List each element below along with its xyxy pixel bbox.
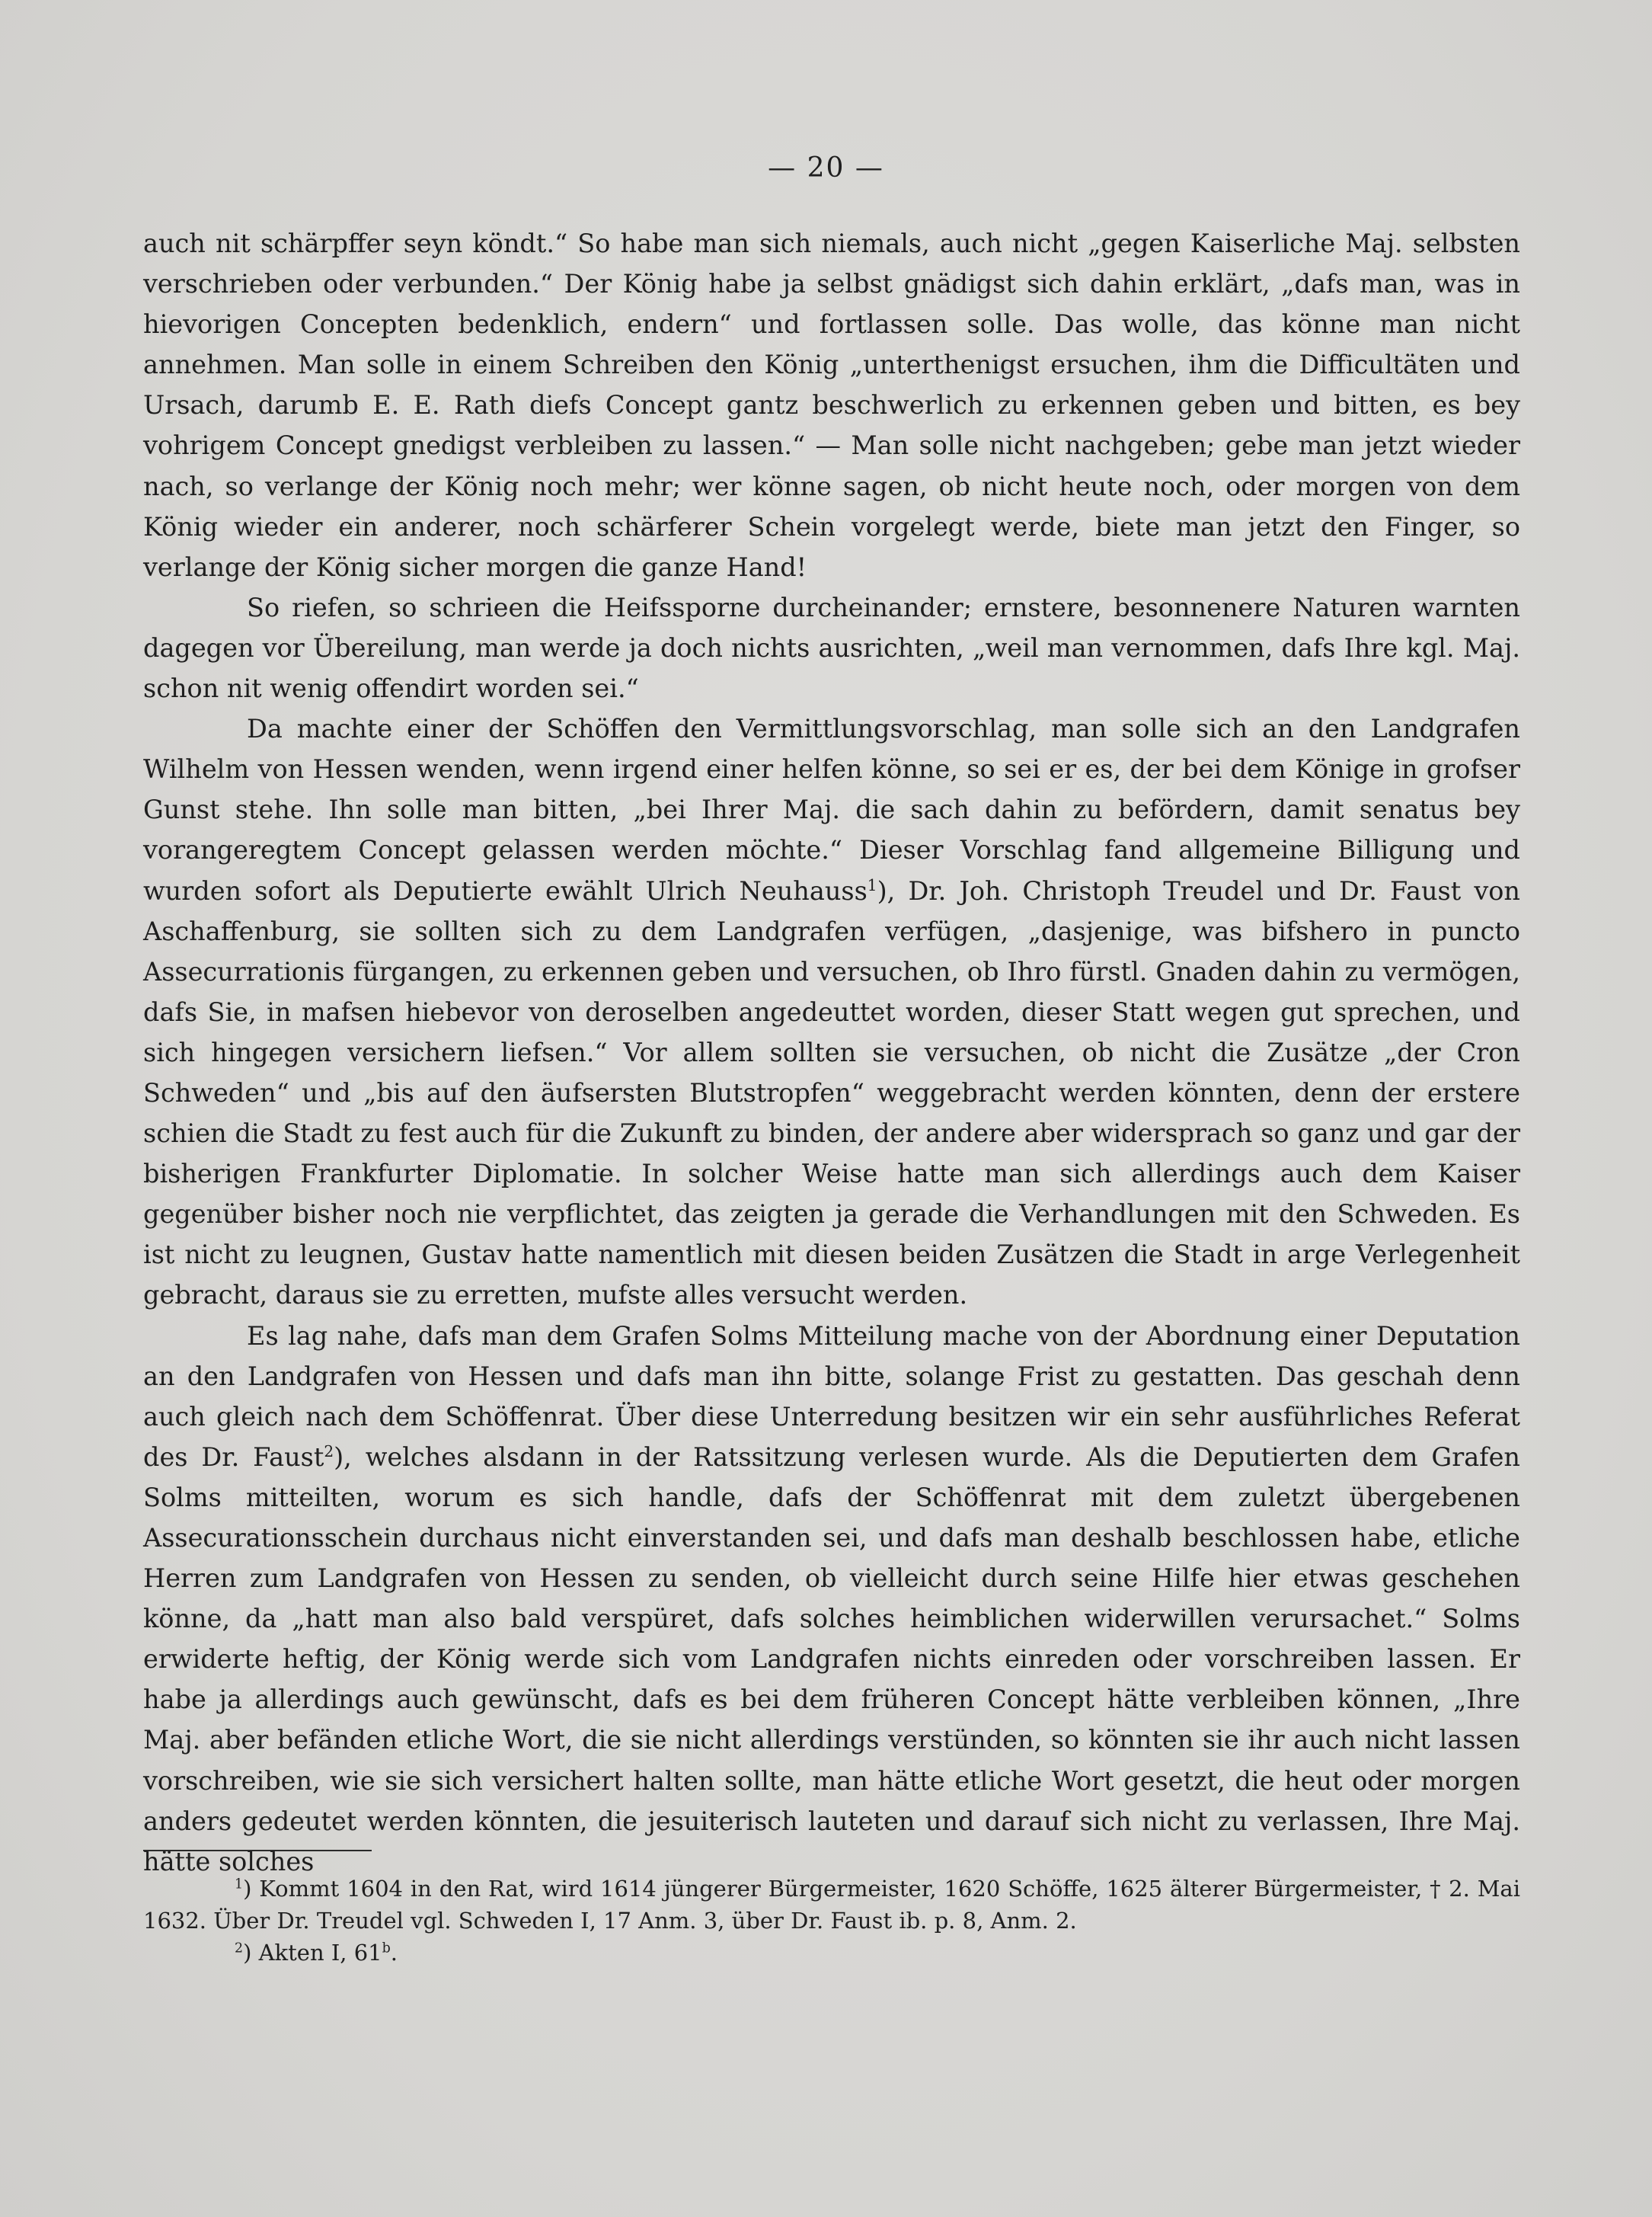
paragraph-3-text-b: ), Dr. Joh. Christoph Treudel und Dr. Faust von Aschaffenburg, sie sollten sich zu dem Landgrafen verfügen, „dasjenige, was bifshero in puncto Assecurrationis fürgangen, zu erkennen geben und versuchen, ob Ihro fürstl. Gnaden dahin zu vermögen, dafs Sie, in mafsen hiebevor von deroselben angedeuttet worden, dieser Statt wegen gut sprechen, und sich hingegen versichern liefsen.“ Vor allem sollten sie versuchen, ob nicht die Zusätze „der Cron Schweden“ und „bis auf den äufsersten Blutstropfen“ weggebracht werden könnten, denn der erstere schien die Stadt zu fest auch für die Zukunft zu binden, der andere aber widersprach so ganz und gar der bisherigen Frankfurter Diplomatie. In solcher Weise hatte man sich allerdings auch dem Kaiser gegenüber bisher noch nie verpflichtet, das zeigten ja gerade die Verhandlungen mit den Schweden. Es ist nicht zu leugnen, Gustav hatte namentlich mit diesen beiden Zusätzen die Stadt in arge Verlegenheit gebracht, daraus sie zu erretten, mufste alles versucht werden. [143,875,1520,1310]
paragraph-4 [143,1316,1520,1882]
paragraph-1: auch nit schärpffer seyn köndt.“ So habe man sich niemals, auch nicht „gegen Kaiserliche Maj. selbsten verschrieben oder verbunden.“ Der König habe ja selbst gnädigst sich dahin erklärt, „dafs man, was in hievorigen Concepten bedenklich, endern“ und fortlassen solle. Das wolle, das könne man nicht annehmen. Man solle in einem Schreiben den König „unterthenigst ersuchen, ihm die Difficultäten und Ursach, darumb E. E. Rath diefs Concept gantz beschwerlich zu erkennen geben und bitten, es bey vohrigem Concept gnedigst verbleiben zu lassen.“ — Man solle nicht nachgeben; gebe man jetzt wieder nach, so verlange der König noch mehr; wer könne sagen, ob nicht heute noch, oder morgen von dem König wieder ein anderer, noch schärferer Schein vorgelegt werde, biete man jetzt den Finger, so verlange der König sicher morgen die ganze Hand! [143,229,1520,582]
paragraph-2: So riefen, so schrieen die Heifssporne durcheinander; ernstere, besonnenere Naturen warnten dagegen vor Übereilung, man werde ja doch nichts ausrichten, „weil man vernommen, dafs Ihre kgl. Maj. schon nit wenig offendirt worden sei.“ [143,592,1520,704]
footnote-2-suffix: b [382,1940,391,1956]
footnote-1-mark: 1 [235,1876,244,1892]
footnote-1 [143,1873,1520,1937]
footnote-2-end: . [390,1940,398,1966]
footnote-ref-2[interactable]: 2 [324,1441,334,1460]
page-number: — 20 — [768,152,884,184]
footnote-divider [143,1850,372,1851]
paragraph-3 [143,709,1520,1315]
footnote-1-text: ) Kommt 1604 in den Rat, wird 1614 jüngerer Bürgermeister, 1620 Schöffe, 1625 älterer Bürgermeister, † 2. Mai 1632. Über Dr. Treudel vgl. Schweden I, 17 Anm. 3, über Dr. Faust ib. p. 8, Anm. 2. [143,1876,1520,1934]
paragraph-4-text-b: ), welches alsdann in der Ratssitzung verlesen wurde. Als die Deputierten dem Grafen Solms mitteilten, worum es sich handle, dafs der Schöffenrat mit dem zuletzt übergebenen Assecurationsschein durchaus nicht einverstanden sei, und dafs man deshalb beschlossen habe, etliche Herren zum Landgrafen von Hessen zu senden, ob vielleicht durch seine Hilfe hier etwas geschehen könne, da „hatt man also bald verspüret, dafs solches heimblichen widerwillen verursachet.“ Solms erwiderte heftig, der König werde sich vom Landgrafen nichts einreden oder vorschreiben lassen. Er habe ja allerdings auch gewünscht, dafs es bei dem früheren Concept hätte verbleiben können, „Ihre Maj. aber befänden etliche Wort, die sie nicht allerdings verstünden, so könnten sie ihr auch nicht lassen vorschreiben, wie sie sich versichert halten sollte, man hätte etliche Wort gesetzt, die heut oder morgen anders gedeutet werden könnten, die jesuiterisch lauteten und darauf sich nicht zu verlassen, Ihre Maj. hätte solches [143,1441,1520,1876]
footnote-ref-1[interactable]: 1 [867,875,877,894]
body-text [143,223,1520,1882]
footnote-2-text: ) Akten I, 61 [243,1940,382,1966]
footnote-2 [143,1937,1520,1969]
paragraph-4-text-a: Es lag nahe, dafs man dem Grafen Solms Mitteilung mache von der Abordnung einer Deputation an den Landgrafen von Hessen und dafs man ihn bitte, solange Frist zu gestatten. Das geschah denn auch gleich nach dem Schöffenrat. Über diese Unterredung besitzen wir ein sehr ausführliches Referat des Dr. Faust [143,1320,1520,1472]
paragraph-3-text-a: Da machte einer der Schöffen den Vermittlungsvorschlag, man solle sich an den Landgrafen Wilhelm von Hessen wenden, wenn irgend einer helfen könne, so sei er es, der bei dem Könige in grofser Gunst stehe. Ihn solle man bitten, „bei Ihrer Maj. die sach dahin zu befördern, damit senatus bey vorangeregtem Concept gelassen werden möchte.“ Dieser Vorschlag fand allgemeine Billigung und wurden sofort als Deputierte ewählt Ulrich Neuhauss [143,714,1520,906]
footnote-2-mark: 2 [235,1940,244,1956]
footnotes [143,1873,1520,1969]
